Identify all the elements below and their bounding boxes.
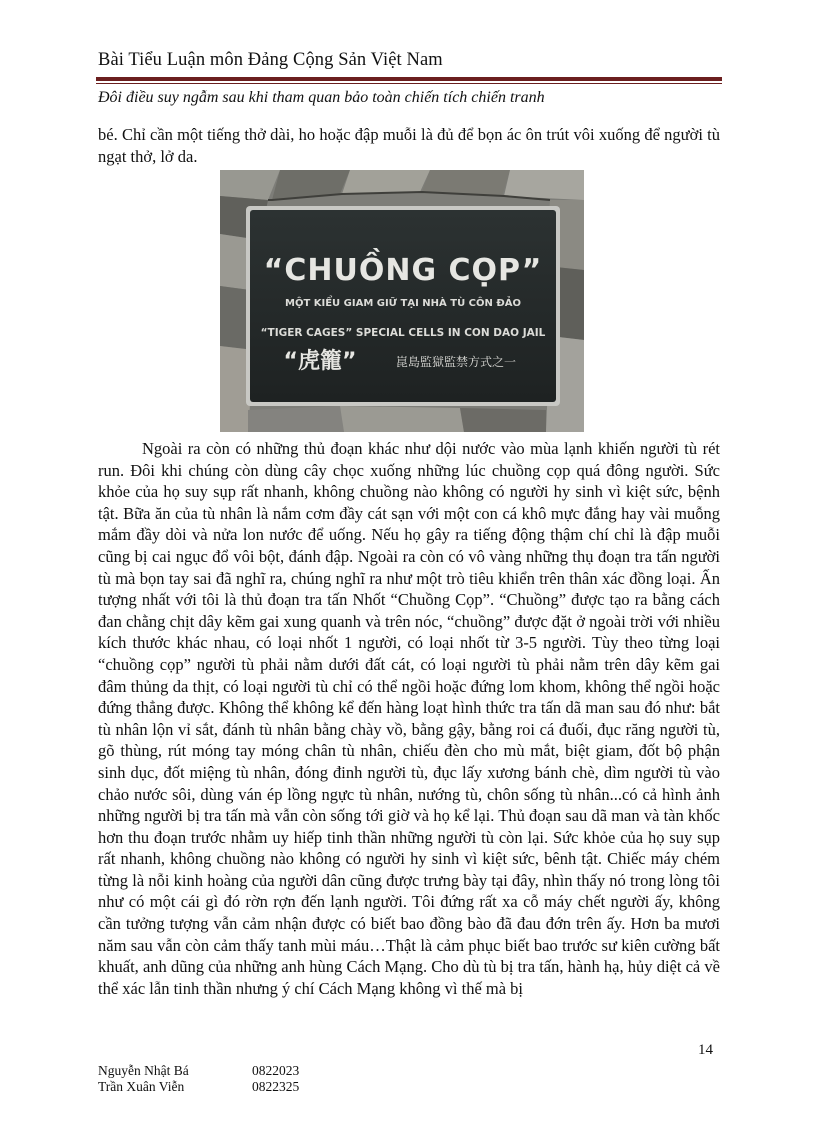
- paragraph-2: Ngoài ra còn có những thủ đoạn khác như dội nước vào mùa lạnh khiến người tù rét run. Đôi khi chúng còn dùng cây chọc xuống những lúc chuồng cọp quá đông người. Sức khỏe của họ suy sụp rất nhanh, không chuồng nào không có người hy sinh vì kiệt sức, bệnh tật. Bữa ăn của tù nhân là nắm cơm đầy cát sạn với một con cá khô mực đắng hay vài muỗng mắm đầy dòi và nửa lon nước để uống. Nếu họ gây ra tiếng động thậm chí chỉ là đập muỗi cũng bị cai ngục đổ vôi bột, đánh đập. Ngoài ra còn có vô vàng những thụ đoạn tra tấn người tù mà bọn tay sai đã nghĩ ra, chúng nghĩ ra như một trò tiêu khiển trên thân xác đồng loại. Ấn tượng nhất với tôi là thủ đoạn tra tấn Nhốt “Chuồng Cọp”. “Chuồng” được tạo ra bằng cách đan chằng chịt dây kẽm gai xung quanh và trên nóc, “chuồng” được đặt ở ngoài trời với nhiều kích thước khác nhau, có loại nhốt 1 người, có loại nhốt từ 3-5 người. Tùy theo từng loại “chuồng cọp” người tù phải nằm dưới đất cát, có loại người tù phải nằm trên dây kẽm gai đâm thủng da thịt, có loại người tù chỉ có thể ngồi hoặc đứng lom khom, không thể ngồi hoặc đứng thẳng được. Không thể không kể đến hàng loạt hình thức tra tấn dã man sau đó như: bắt tù nhân lộn vỉ sắt, đánh tù nhân bằng chày vồ, bằng gậy, bằng roi cá đuối, đục răng người tù, gõ thùng, rút móng tay móng chân tù nhân, chiếu đèn cho mù mắt, biệt giam, đốt bộ phận sinh dục, đốt miệng tù nhân, đóng đinh người tù, đục lấy xương bánh chè, dìm người tù vào chảo nước sôi, dùng ván ép lồng ngực tù nhân, nướng tù, chôn sống tù nhân...có cả hình ảnh những người bị tra tấn mà vẫn còn sống tới giờ và họ kể lại. Thủ đoạn sau dã man và tàn khốc hơn thu đoạn trước nhằm uy hiếp tinh thần những người tù còn lại. Sức khỏe của họ suy sụp rất nhanh, không chuồng nào không có người hy sinh vì kiệt sức, bênh tật. Chiếc máy chém từng là nỗi kinh hoàng của người dân cũng được trưng bày tại đây, nhìn thấy nó trong lòng tôi như có một cái gì đó rờn rợn đến lạnh người. Tôi đứng rất xa cỗ máy chết người ấy, không cần tưởng tượng vẫn cảm nhận được có biết bao đồng bào đã đau đớn trên ấy. Hơn ba mươi năm sau vẫn còn cảm thấy tanh mùi máu…Thật là cảm phục biết bao trước sư kiên cường bất khuất, anh dũng của những anh hùng Cách Mạng. Cho dù tù bị tra tấn, hành hạ, hủy diệt cả về thể xác lẫn tinh thần nhưng ý chí Cách Mạng không vì thế mà bị: [98, 439, 720, 998]
- author-name: Nguyễn Nhật Bá: [98, 1063, 189, 1078]
- sign-line-1: “CHUỒNG CỌP”: [263, 253, 543, 288]
- footer-author-row: [98, 1063, 300, 1079]
- sign-line-2: MỘT KIỂU GIAM GIỮ TẠI NHÀ TÙ CÔN ĐẢO: [285, 298, 521, 309]
- header-rule-thick: [96, 77, 722, 81]
- header-subtitle: Đôi điều suy ngẫm sau khi tham quan bảo toàn chiến tích chiến tranh: [98, 89, 545, 106]
- header-title: Bài Tiểu Luận môn Đảng Cộng Sản Việt Nam: [98, 50, 443, 70]
- header-rule-thin: [96, 83, 722, 84]
- tiger-cage-sign-photo: [220, 170, 584, 432]
- sign-line-4-chinese-title: “虎籠”: [283, 349, 357, 374]
- paragraph-1: bé. Chỉ cần một tiếng thở dài, ho hoặc đập muỗi là đủ để bọn ác ôn trút vôi xuống để người tù ngạt thở, lở da.: [98, 125, 720, 166]
- author-name: Trần Xuân Viễn: [98, 1079, 185, 1094]
- page-number: 14: [698, 1042, 713, 1058]
- author-id: 0822023: [252, 1063, 300, 1078]
- sign-line-4-chinese-subtitle: 崑島監獄監禁方式之一: [395, 355, 517, 369]
- sign-line-3: “TIGER CAGES” SPECIAL CELLS IN CON DAO JAIL: [260, 327, 546, 339]
- author-id: 0822325: [252, 1079, 300, 1094]
- footer-author-row: [98, 1079, 300, 1095]
